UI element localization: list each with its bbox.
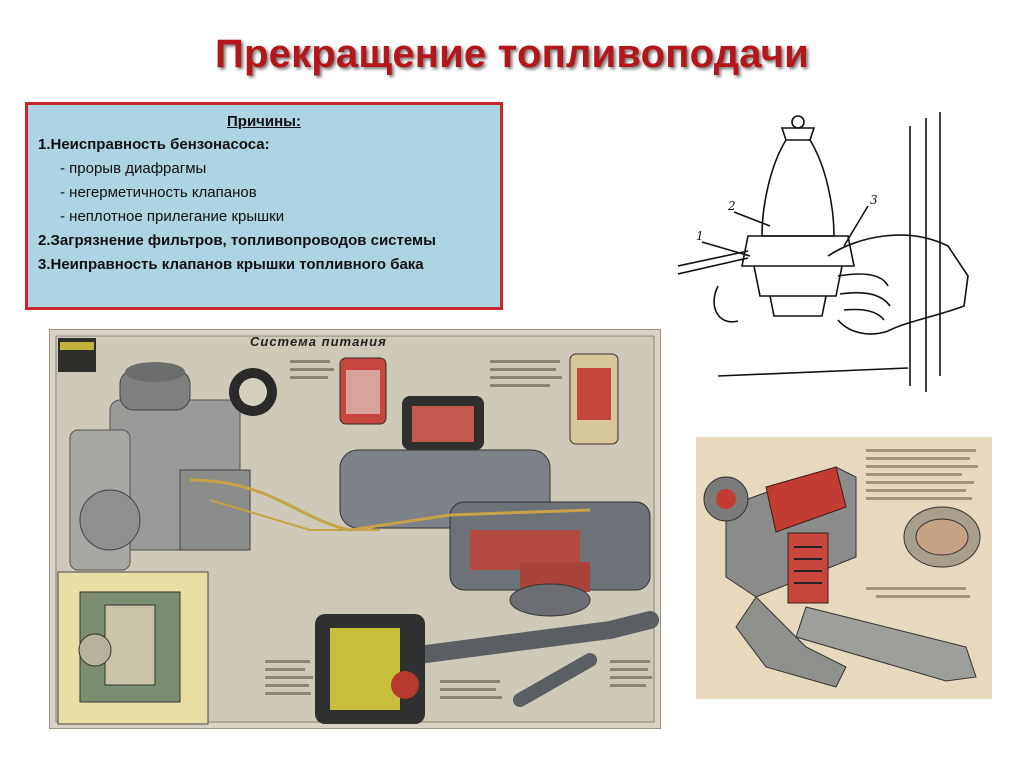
fuel-pump-cutaway-image [696, 437, 992, 699]
causes-heading: Причины: [227, 113, 301, 130]
sketch-label-1: 1 [696, 229, 704, 243]
sketch-label-2: 2 [728, 199, 736, 213]
fuel-system-poster-illustration [50, 330, 660, 728]
cause-item: 3.Неиправность клапанов крышки топливного бака [38, 256, 424, 273]
fuel-pump-sketch-illustration [678, 106, 970, 392]
cause-subitem: - неплотное прилегание крышки [60, 208, 285, 225]
poster-title: Система питания [250, 334, 387, 349]
cause-subitem: - негерметичность клапанов [60, 184, 257, 201]
cause-item: 2.Загрязнение фильтров, топливопроводов системы [38, 232, 436, 249]
fuel-pump-cutaway-illustration [696, 437, 992, 699]
slide-title: Прекращение топливоподачи [215, 32, 809, 76]
cause-item: 1.Неисправность бензонасоса: [38, 136, 270, 153]
causes-box [25, 102, 503, 310]
fuel-system-poster-image [49, 329, 661, 729]
sketch-label-3: 3 [870, 193, 878, 207]
cause-subitem: - прорыв диафрагмы [60, 160, 207, 177]
fuel-pump-sketch-image [678, 106, 970, 392]
